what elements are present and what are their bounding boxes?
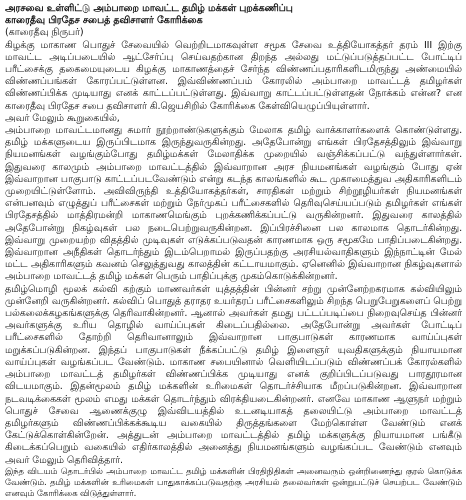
article-header-line-1: அரசவை உள்ளிட்டு அம்பாறை மாவட்ட தமிழ் மக்கள் புறக்கணிப்பு bbox=[5, 3, 293, 14]
article-header-line-2: காரைதீவு பிரதேச சபைத் தவிசாளர் கோரிக்கை bbox=[5, 15, 203, 27]
article-paragraph-2: அவர் மேலும் கூறுகையில், bbox=[5, 112, 120, 124]
article-byline: (காரைதீவு நிருபர்) bbox=[5, 27, 84, 39]
article-paragraph-3: அம்பாறை மாவட்டமானது சுமார் நூற்றாண்டுகளுக்கும் மேலாக தமிழ் வாக்காளர்களைக் கொண்டுள்ளது. தமிழ் மக்களுடைய இருப்பிடமாக இருந்துவருகின்றது. அதேபோன்று எங்கள் பிரதேசத்திலும் இவ்வாறு நியமனங்கள் வழங்கும்போது தமிழ்மக்கள் மேலாதிக்க முறையில் வஞ்சிக்கப்பட்டு வந்துள்ளார்கள். இதுவரை காலமும் அம்பாறை மாவட்டத்தில் இவ்வாறான அரச நியமனங்கள் வழங்கும் போது ஏன் இவ்வாறான பாகுபாடு காட்டப்படவேண்டும் என்று கடந்த காலங்களில் கூட முகாமைத்துவ அதிகாரிகளிடம் முறையிட்டுள்ளோம். அவிவிருந்தி உத்தியோகத்தர்கள், சாரதிகள் மற்றும் சிற்றூழியர்கள் நியமனங்கள் என்பனவும் எழுத்துப் பரீட்சைகள் மற்றும் நேர்முகப் பரீட்சைகளில் தெரிவுசெய்யப்படும் தமிழர்கள் எங்கள் பிரதேசத்தில் மாத்திரமன்றி மாகாணமெங்கும் புறக்கணிக்கப்பட்டு வருகின்றனர். இதுவரை காலத்தில் அதேபோன்று நிகழ்வுகள் பல நடைபெற்றுவருகின்றன. இப்பிரச்சினை பல காலமாக தொடர்கின்றது. இவ்வாறு முறையற்ற விதத்தில் முடிவுகள் எடுக்கப்படுவதன் காரணமாக ஒரு சமூகமே பாதிப்படைகின்றது. இவ்வாறான அநீதிகள் தொடர்ந்தும் இடம்பெறாமல் இருப்பதற்கு அரசியல்வாதிகளும் இந்நாட்டின் மேல் மட்ட அதிகாரிகளும் கவனம் செலுத்துவது காலத்தின் கட்டாயமாகும். ஏனெனில் இவ்வாறான நிகழ்வுகளால் அம்பாறை மாவட்டத் தமிழ் மக்கள் பெரும் பாதிப்புக்கு முகம்கொடுக்கின்றனர். bbox=[5, 125, 462, 283]
article-paragraph-5: இந்த விடயம் தொடர்பில் அம்பாறை மாவட்ட தமிழ் மக்களின் பிரதிநிதிகள் அனைவரும் ஒன்றிணைந்து குரல் கொடுக்க வேண்டும். தமிழ் மக்களின் உரிமைகள் பாதுகாக்கப்படுவதற்கு அரசியல் தலைவர்கள் ஒன்றுபட்டுச் செயற்பட வேண்டும் எனவும் கோரிக்கை விடுத்துள்ளார். bbox=[5, 466, 462, 499]
article-paragraph-4: தமிழ்மொழி மூலக் கல்வி கற்கும் மாணவர்கள் யுத்தத்தின் பின்னர் சற்று முன்னேற்றகரமாக கல்வியிலும் முன்னேறி வருகின்றனர். கல்விப் பொதுத் தராதர உயர்தரப் பரீட்சைகளிலும் சிறந்த பெறுபேறுகளைப் பெற்று பல்கலைக்கழகங்களுக்கு தெரிவாகின்றனர். ஆனால் அவர்கள் தமது பட்டப்படிப்பை நிறைவுசெய்த பின்னர் அவர்களுக்கு உரிய தொழில் வாய்ப்புகள் கிடைப்பதில்லை. அதேபோன்று அவர்கள் போட்டிப் பரீட்சைகளில் தோற்றி தெரிவானாலும் இவ்வாறான பாகுபாடுகள் காரணமாக வாய்ப்புகள் மறுக்கப்படுகின்றன. இந்தப் பாகுபாடுகள் நீக்கப்பட்டு தமிழ் இளைஞர் யுவதிகளுக்கும் நியாயமான வாய்ப்புகள் வழங்கப்பட வேண்டும். மாகாண சபையினால் வெளியிடப்படும் விண்ணப்பக் கோரல்களில் அம்பாறை மாவட்டத் தமிழர்கள் விண்ணப்பிக்க முடியாது எனக் குறிப்பிடப்படுவது பாரதூரமான விடயமாகும். இதன்மூலம் தமிழ் மக்களின் உரிமைகள் தொடர்ச்சியாக மீறப்படுகின்றன. இவ்வாறான நடவடிக்கைகள் மூலம் எமது மக்கள் தொடர்ந்தும் விரக்தியடைகின்றனர். எனவே மாகாண ஆளுநர் மற்றும் பொதுச் சேவை ஆணைக்குழு இவ்விடயத்தில் உடனடியாகத் தலையிட்டு அம்பாறை மாவட்டத் தமிழர்களும் விண்ணப்பிக்கக்கூடிய வகையில் திருத்தங்களை மேற்கொள்ள வேண்டும் எனக் கேட்டுக்கொள்கின்றேன். அத்துடன் அம்பாறை மாவட்டத்தில் தமிழ் மக்களுக்கு நியாயமான பங்கீடு கிடைக்கப்பெறும் வகையில் எதிர்காலத்தில் அனைத்து நியமனங்களும் வழங்கப்பட வேண்டும் எனவும் அவர் மேலும் தெரிவித்தார். bbox=[5, 283, 462, 466]
article-paragraph-1: கிழக்கு மாகாண பொதுச் சேவையில் வெற்றிடமாகவுள்ள சமூக சேவை உத்தியோகத்தர் தரம் III இற்கு மாவட்ட அடிப்படையில் ஆட்சேர்ப்பு செய்வதற்கான திறந்த அல்லது மட்டுப்படுத்தப்பட்ட போட்டிப் பரீட்சைக்கு தகைமையுடைய கிழக்கு மாகாணத்தைச் சேர்ந்த விண்ணப்பதாரிகளிடமிருந்து அண்மையில் விண்ணப்பங்கள் கோரப்பட்டுள்ளன. இவ்விண்ணப்பம் கோரலில் அம்பாறை மாவட்டத் தமிழர்கள் விண்ணப்பிக்க முடியாது எனக் காட்டப்பட்டுள்ளது. இவ்வாறு காட்டப்பட்டுள்ளதன் நோக்கம் என்ன? என காரைதீவு பிரதேச சபை தவிசாளர் கி.ஜெயசிறில் கோரிக்கை கேள்வியெழுப்பியுள்ளார். bbox=[5, 39, 462, 112]
